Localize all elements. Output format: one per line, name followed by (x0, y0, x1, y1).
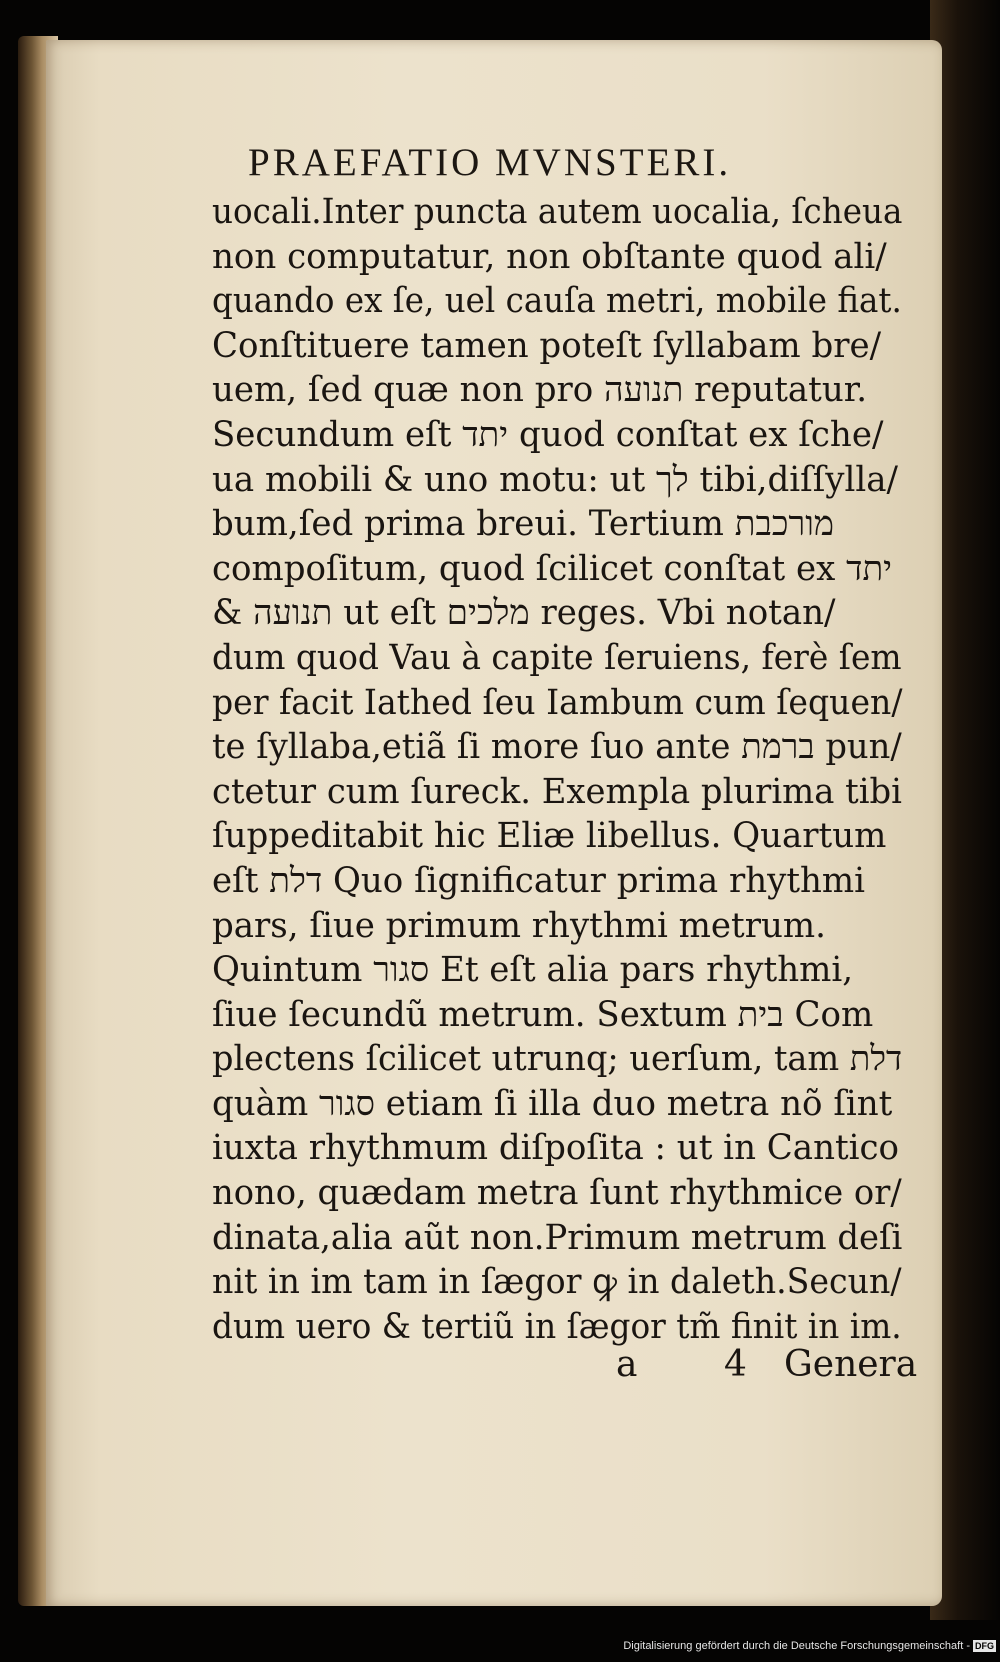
running-head: PRAEFATIO MVNSTERI. (248, 141, 732, 184)
text-line: non computatur, non obſtante quod ali/ (212, 236, 887, 277)
text-line: nono, quædam metra ſunt rhythmice or/ (212, 1173, 902, 1214)
text-line: pars, ſiue primum rhythmi metrum. (212, 905, 826, 946)
text-line: ctetur cum ſureck. Exempla plurima tibi (212, 771, 902, 812)
catchword: Genera (784, 1344, 918, 1385)
text-line: te ſyllaba,etiã ſi more ſuo ante ברמת pun/ (212, 727, 902, 768)
text-line: quando ex ſe, uel cauſa metri, mobile fiat. (212, 281, 902, 322)
text-line: & תנועה ut eſt מלכים reges. Vbi notan/ (212, 593, 836, 634)
credit-text: Digitalisierung gefördert durch die Deutsche Forschungsgemeinschaft - (623, 1640, 970, 1652)
text-line: dum quod Vau à capite ſeruiens, ferè ſem (212, 637, 902, 678)
text-line: ſuppeditabit hic Eliæ libellus. Quartum (212, 816, 887, 857)
text-line: plectens ſcilicet utrunq; uerſum, tam דלת (212, 1039, 903, 1080)
text-line: uem, ſed quæ non pro תנועה reputatur. (212, 370, 868, 411)
dfg-logo-icon: DFG (975, 1641, 994, 1652)
text-line: Conſtituere tamen poteſt ſyllabam bre/ (212, 325, 882, 366)
folio-number: 4 (724, 1344, 747, 1385)
text-line: uocali.Inter puncta autem uocalia, ſcheua (212, 192, 903, 232)
text-line: eſt דלת Quo ſignificatur prima rhythmi (212, 860, 866, 901)
text-line: nit in im tam in ſægor ꝙ in daleth.Secun/ (212, 1262, 902, 1303)
text-line: dum uero & tertiũ in ſægor tm̃ finit in im. (212, 1306, 902, 1347)
text-line: ſiue ſecundũ metrum. Sextum בית Com (212, 994, 874, 1035)
text-line: Quintum סגור Et eſt alia pars rhythmi, (212, 950, 854, 991)
text-line: quàm סגור etiam ſi illa duo metra nõ ſint (212, 1083, 893, 1124)
text-line: Secundum eſt יתד quod conſtat ex ſche/ (212, 414, 884, 455)
text-block (212, 190, 912, 1349)
text-line: compoſitum, quod ſcilicet conſtat ex יתד (212, 548, 893, 589)
text-line: ua mobili & uno motu: ut לך tibi,diſſylla/ (212, 459, 898, 500)
text-line: bum,ſed prima breui. Tertium מורכבת (212, 504, 835, 545)
text-line: dinata,alia aũt non.Primum metrum deſi (212, 1217, 903, 1258)
digitization-credit (606, 1640, 996, 1652)
signature-mark: a (616, 1344, 638, 1385)
text-line: per facit Iathed ſeu Iambum cum ſequen/ (212, 682, 903, 723)
page-footer (0, 1344, 1000, 1394)
text-line: iuxta rhythmum diſpoſita : ut in Cantico (212, 1128, 900, 1169)
